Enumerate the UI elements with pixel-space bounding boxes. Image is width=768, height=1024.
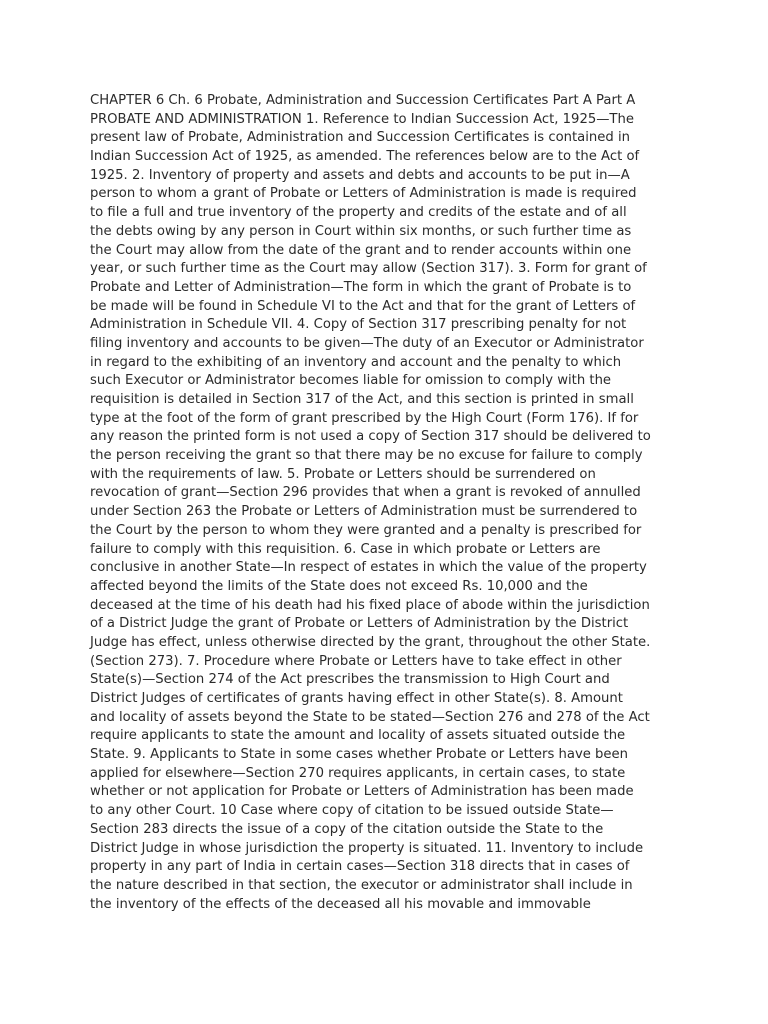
- text-line: District Judge in whose jurisdiction the property is situated. 11. Inventory to include: [90, 840, 644, 856]
- text-line: Section 283 directs the issue of a copy of the citation outside the State to the: [90, 821, 604, 837]
- document-page: [90, 92, 680, 914]
- text-line: and locality of assets beyond the State to be stated—Section 276 and 278 of the Act: [90, 709, 650, 725]
- text-line: conclusive in another State—In respect of estates in which the value of the property: [90, 560, 647, 576]
- text-line: deceased at the time of his death had his fixed place of abode within the jurisdiction: [90, 597, 650, 613]
- text-line: year, or such further time as the Court may allow (Section 317). 3. Form for grant of: [90, 261, 647, 277]
- text-line: under Section 263 the Probate or Letters of Administration must be surrendered to: [90, 504, 638, 520]
- text-line: the nature described in that section, the executor or administrator shall include in: [90, 877, 633, 893]
- text-line: CHAPTER 6 Ch. 6 Probate, Administration and Succession Certificates Part A Part A: [90, 93, 636, 108]
- text-line: District Judges of certificates of grants having effect in other State(s). 8. Amount: [90, 691, 623, 706]
- text-line: PROBATE AND ADMINISTRATION 1. Reference to Indian Succession Act, 1925—The: [90, 111, 634, 127]
- text-line: failure to comply with this requisition. 6. Case in which probate or Letters are: [90, 541, 601, 557]
- text-line: the person receiving the grant so that there may be no excuse for failure to comply: [90, 448, 643, 464]
- text-line: type at the foot of the form of grant prescribed by the High Court (Form 176). If for: [90, 410, 639, 426]
- document-body-text: [90, 92, 680, 914]
- text-line: with the requirements of law. 5. Probate or Letters should be surrendered on: [90, 466, 596, 482]
- text-line: 1925. 2. Inventory of property and assets and debts and accounts to be put in—A: [90, 167, 630, 183]
- text-line: Probate and Letter of Administration—The form in which the grant of Probate is to: [90, 279, 632, 295]
- text-line: the Court by the person to whom they were granted and a penalty is prescribed for: [90, 522, 642, 538]
- text-line: applied for elsewhere—Section 270 requires applicants, in certain cases, to state: [90, 765, 626, 781]
- text-line: requisition is detailed in Section 317 of the Act, and this section is printed in small: [90, 392, 634, 407]
- text-line: State. 9. Applicants to State in some cases whether Probate or Letters have been: [90, 747, 629, 763]
- text-line: (Section 273). 7. Procedure where Probate or Letters have to take effect in other: [90, 653, 622, 669]
- text-line: State(s)—Section 274 of the Act prescribes the transmission to High Court and: [90, 672, 610, 688]
- text-line: the Court may allow from the date of the grant and to render accounts within one: [90, 242, 632, 258]
- text-line: present law of Probate, Administration and Succession Certificates is contained in: [90, 130, 630, 146]
- text-line: revocation of grant—Section 296 provides that when a grant is revoked of annulled: [90, 485, 641, 501]
- text-line: Judge has effect, unless otherwise directed by the grant, throughout the other State.: [90, 634, 651, 650]
- text-line: filing inventory and accounts to be given—The duty of an Executor or Administrator: [90, 335, 644, 351]
- text-line: the inventory of the effects of the deceased all his movable and immovable: [90, 896, 591, 912]
- text-line: property in any part of India in certain cases—Section 318 directs that in cases of: [90, 859, 630, 875]
- text-line: to any other Court. 10 Case where copy of citation to be issued outside State—: [90, 803, 614, 819]
- text-line: the debts owing by any person in Court within six months, or such further time as: [90, 223, 632, 239]
- text-line: Indian Succession Act of 1925, as amended. The references below are to the Act of: [90, 149, 640, 165]
- text-line: such Executor or Administrator becomes liable for omission to comply with the: [90, 373, 612, 389]
- text-line: to file a full and true inventory of the property and credits of the estate and of all: [90, 205, 627, 221]
- text-line: person to whom a grant of Probate or Letters of Administration is made is required: [90, 186, 637, 202]
- text-line: require applicants to state the amount and locality of assets situated outside the: [90, 728, 626, 744]
- text-line: of a District Judge the grant of Probate or Letters of Administration by the District: [90, 616, 629, 632]
- text-line: any reason the printed form is not used a copy of Section 317 should be delivered to: [90, 429, 651, 445]
- text-line: affected beyond the limits of the State does not exceed Rs. 10,000 and the: [90, 578, 588, 594]
- text-line: in regard to the exhibiting of an inventory and account and the penalty to which: [90, 354, 622, 370]
- text-line: Administration in Schedule VII. 4. Copy of Section 317 prescribing penalty for not: [90, 317, 627, 333]
- text-line: be made will be found in Schedule VI to the Act and that for the grant of Letters of: [90, 298, 636, 314]
- text-line: whether or not application for Probate or Letters of Administration has been made: [90, 784, 634, 800]
